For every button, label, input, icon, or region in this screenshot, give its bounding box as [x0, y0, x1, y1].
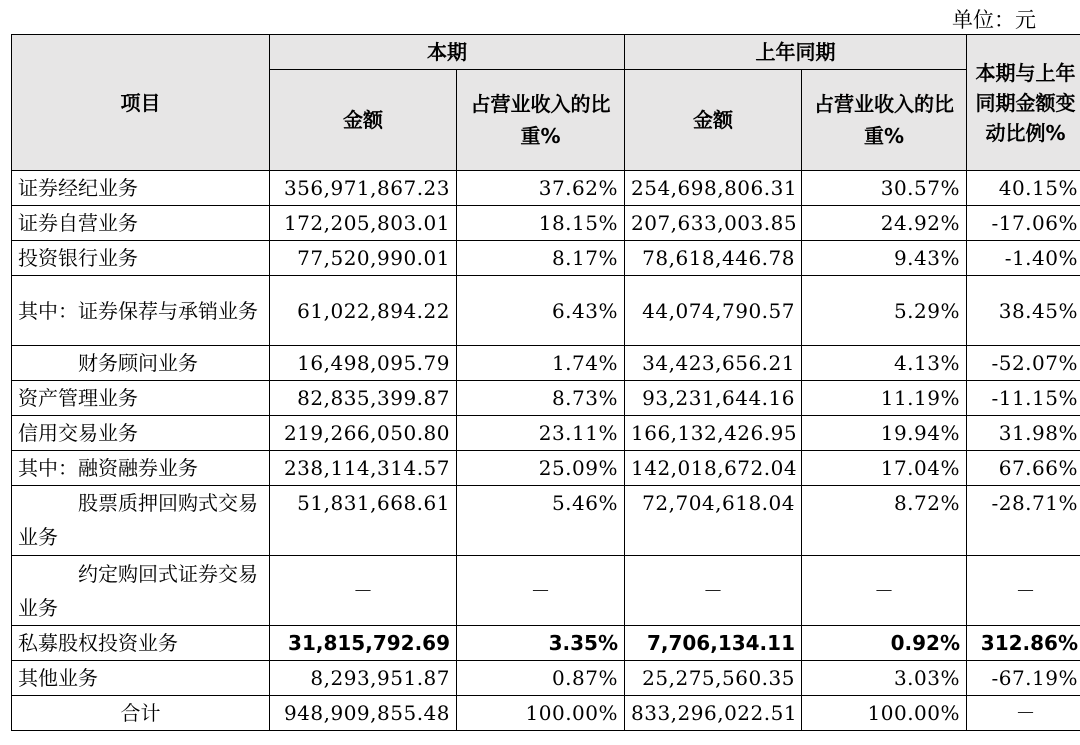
header-prior-period: 上年同期 [625, 35, 967, 70]
current-amount: 82,835,399.87 [270, 381, 457, 416]
table-row [12, 171, 1080, 206]
unit-label: 单位：元 [952, 8, 1036, 32]
current-share: 0.87% [457, 661, 625, 696]
header-current-amount: 金额 [270, 70, 457, 171]
row-label: 股票质押回购式交易业务 [12, 486, 270, 556]
prior-amount: 72,704,618.04 [625, 486, 802, 556]
row-label: 其中：证券保荐与承销业务 [12, 276, 270, 346]
change-ratio: 31.98% [967, 416, 1080, 451]
change-ratio: -11.15% [967, 381, 1080, 416]
total-row [12, 696, 1080, 731]
current-amount: 51,831,668.61 [270, 486, 457, 556]
current-amount: 77,520,990.01 [270, 241, 457, 276]
row-label: 证券经纪业务 [12, 171, 270, 206]
change-ratio: － [967, 556, 1080, 626]
change-ratio: 40.15% [967, 171, 1080, 206]
row-label: 私募股权投资业务 [12, 626, 270, 661]
prior-amount: 142,018,672.04 [625, 451, 802, 486]
table-row [12, 626, 1080, 661]
change-ratio: 67.66% [967, 451, 1080, 486]
change-ratio: 312.86% [967, 626, 1080, 661]
prior-share: 19.94% [802, 416, 967, 451]
current-share: 6.43% [457, 276, 625, 346]
change-ratio: -28.71% [967, 486, 1080, 556]
header-prior-share: 占营业收入的比重% [802, 70, 967, 171]
table-row [12, 206, 1080, 241]
current-share: 8.73% [457, 381, 625, 416]
prior-amount: 34,423,656.21 [625, 346, 802, 381]
row-label: 投资银行业务 [12, 241, 270, 276]
prior-amount: 93,231,644.16 [625, 381, 802, 416]
current-amount: 31,815,792.69 [270, 626, 457, 661]
current-share: 18.15% [457, 206, 625, 241]
current-share: 37.62% [457, 171, 625, 206]
prior-share: 4.13% [802, 346, 967, 381]
prior-amount: 44,074,790.57 [625, 276, 802, 346]
change-ratio: -1.40% [967, 241, 1080, 276]
row-label: 信用交易业务 [12, 416, 270, 451]
current-amount: － [270, 556, 457, 626]
prior-amount: 833,296,022.51 [625, 696, 802, 731]
current-amount: 219,266,050.80 [270, 416, 457, 451]
header-change-ratio: 本期与上年同期金额变动比例% [967, 35, 1080, 171]
current-share: 5.46% [457, 486, 625, 556]
prior-amount: 25,275,560.35 [625, 661, 802, 696]
prior-amount: 166,132,426.95 [625, 416, 802, 451]
table-row [12, 241, 1080, 276]
current-amount: 948,909,855.48 [270, 696, 457, 731]
current-share: 100.00% [457, 696, 625, 731]
table-row [12, 416, 1080, 451]
prior-share: 5.29% [802, 276, 967, 346]
current-share: 1.74% [457, 346, 625, 381]
prior-share: 9.43% [802, 241, 967, 276]
prior-share: 0.92% [802, 626, 967, 661]
prior-amount: 254,698,806.31 [625, 171, 802, 206]
table-row [12, 276, 1080, 346]
row-label: 约定购回式证券交易业务 [12, 556, 270, 626]
table-row [12, 346, 1080, 381]
table-row [12, 381, 1080, 416]
current-amount: 16,498,095.79 [270, 346, 457, 381]
table-row [12, 486, 1080, 556]
table-row [12, 661, 1080, 696]
table-row [12, 556, 1080, 626]
current-amount: 356,971,867.23 [270, 171, 457, 206]
header-current-share: 占营业收入的比重% [457, 70, 625, 171]
row-label: 财务顾问业务 [12, 346, 270, 381]
current-amount: 61,022,894.22 [270, 276, 457, 346]
change-ratio: 38.45% [967, 276, 1080, 346]
prior-share: 3.03% [802, 661, 967, 696]
change-ratio: -17.06% [967, 206, 1080, 241]
change-ratio: － [967, 696, 1080, 731]
revenue-breakdown-table [11, 34, 1080, 731]
prior-share: － [802, 556, 967, 626]
header-current-period: 本期 [270, 35, 625, 70]
row-label: 合计 [12, 696, 270, 731]
header-prior-amount: 金额 [625, 70, 802, 171]
current-share: 25.09% [457, 451, 625, 486]
table-row [12, 451, 1080, 486]
prior-amount: － [625, 556, 802, 626]
row-label: 证券自营业务 [12, 206, 270, 241]
current-share: － [457, 556, 625, 626]
header-item: 项目 [12, 35, 270, 171]
current-share: 3.35% [457, 626, 625, 661]
current-share: 8.17% [457, 241, 625, 276]
prior-amount: 207,633,003.85 [625, 206, 802, 241]
current-share: 23.11% [457, 416, 625, 451]
current-amount: 238,114,314.57 [270, 451, 457, 486]
prior-share: 11.19% [802, 381, 967, 416]
change-ratio: -67.19% [967, 661, 1080, 696]
row-label: 资产管理业务 [12, 381, 270, 416]
change-ratio: -52.07% [967, 346, 1080, 381]
prior-share: 8.72% [802, 486, 967, 556]
prior-share: 17.04% [802, 451, 967, 486]
current-amount: 172,205,803.01 [270, 206, 457, 241]
prior-amount: 78,618,446.78 [625, 241, 802, 276]
row-label: 其他业务 [12, 661, 270, 696]
prior-share: 24.92% [802, 206, 967, 241]
prior-share: 30.57% [802, 171, 967, 206]
header-row-top [12, 35, 1080, 70]
prior-amount: 7,706,134.11 [625, 626, 802, 661]
row-label: 其中：融资融券业务 [12, 451, 270, 486]
current-amount: 8,293,951.87 [270, 661, 457, 696]
prior-share: 100.00% [802, 696, 967, 731]
